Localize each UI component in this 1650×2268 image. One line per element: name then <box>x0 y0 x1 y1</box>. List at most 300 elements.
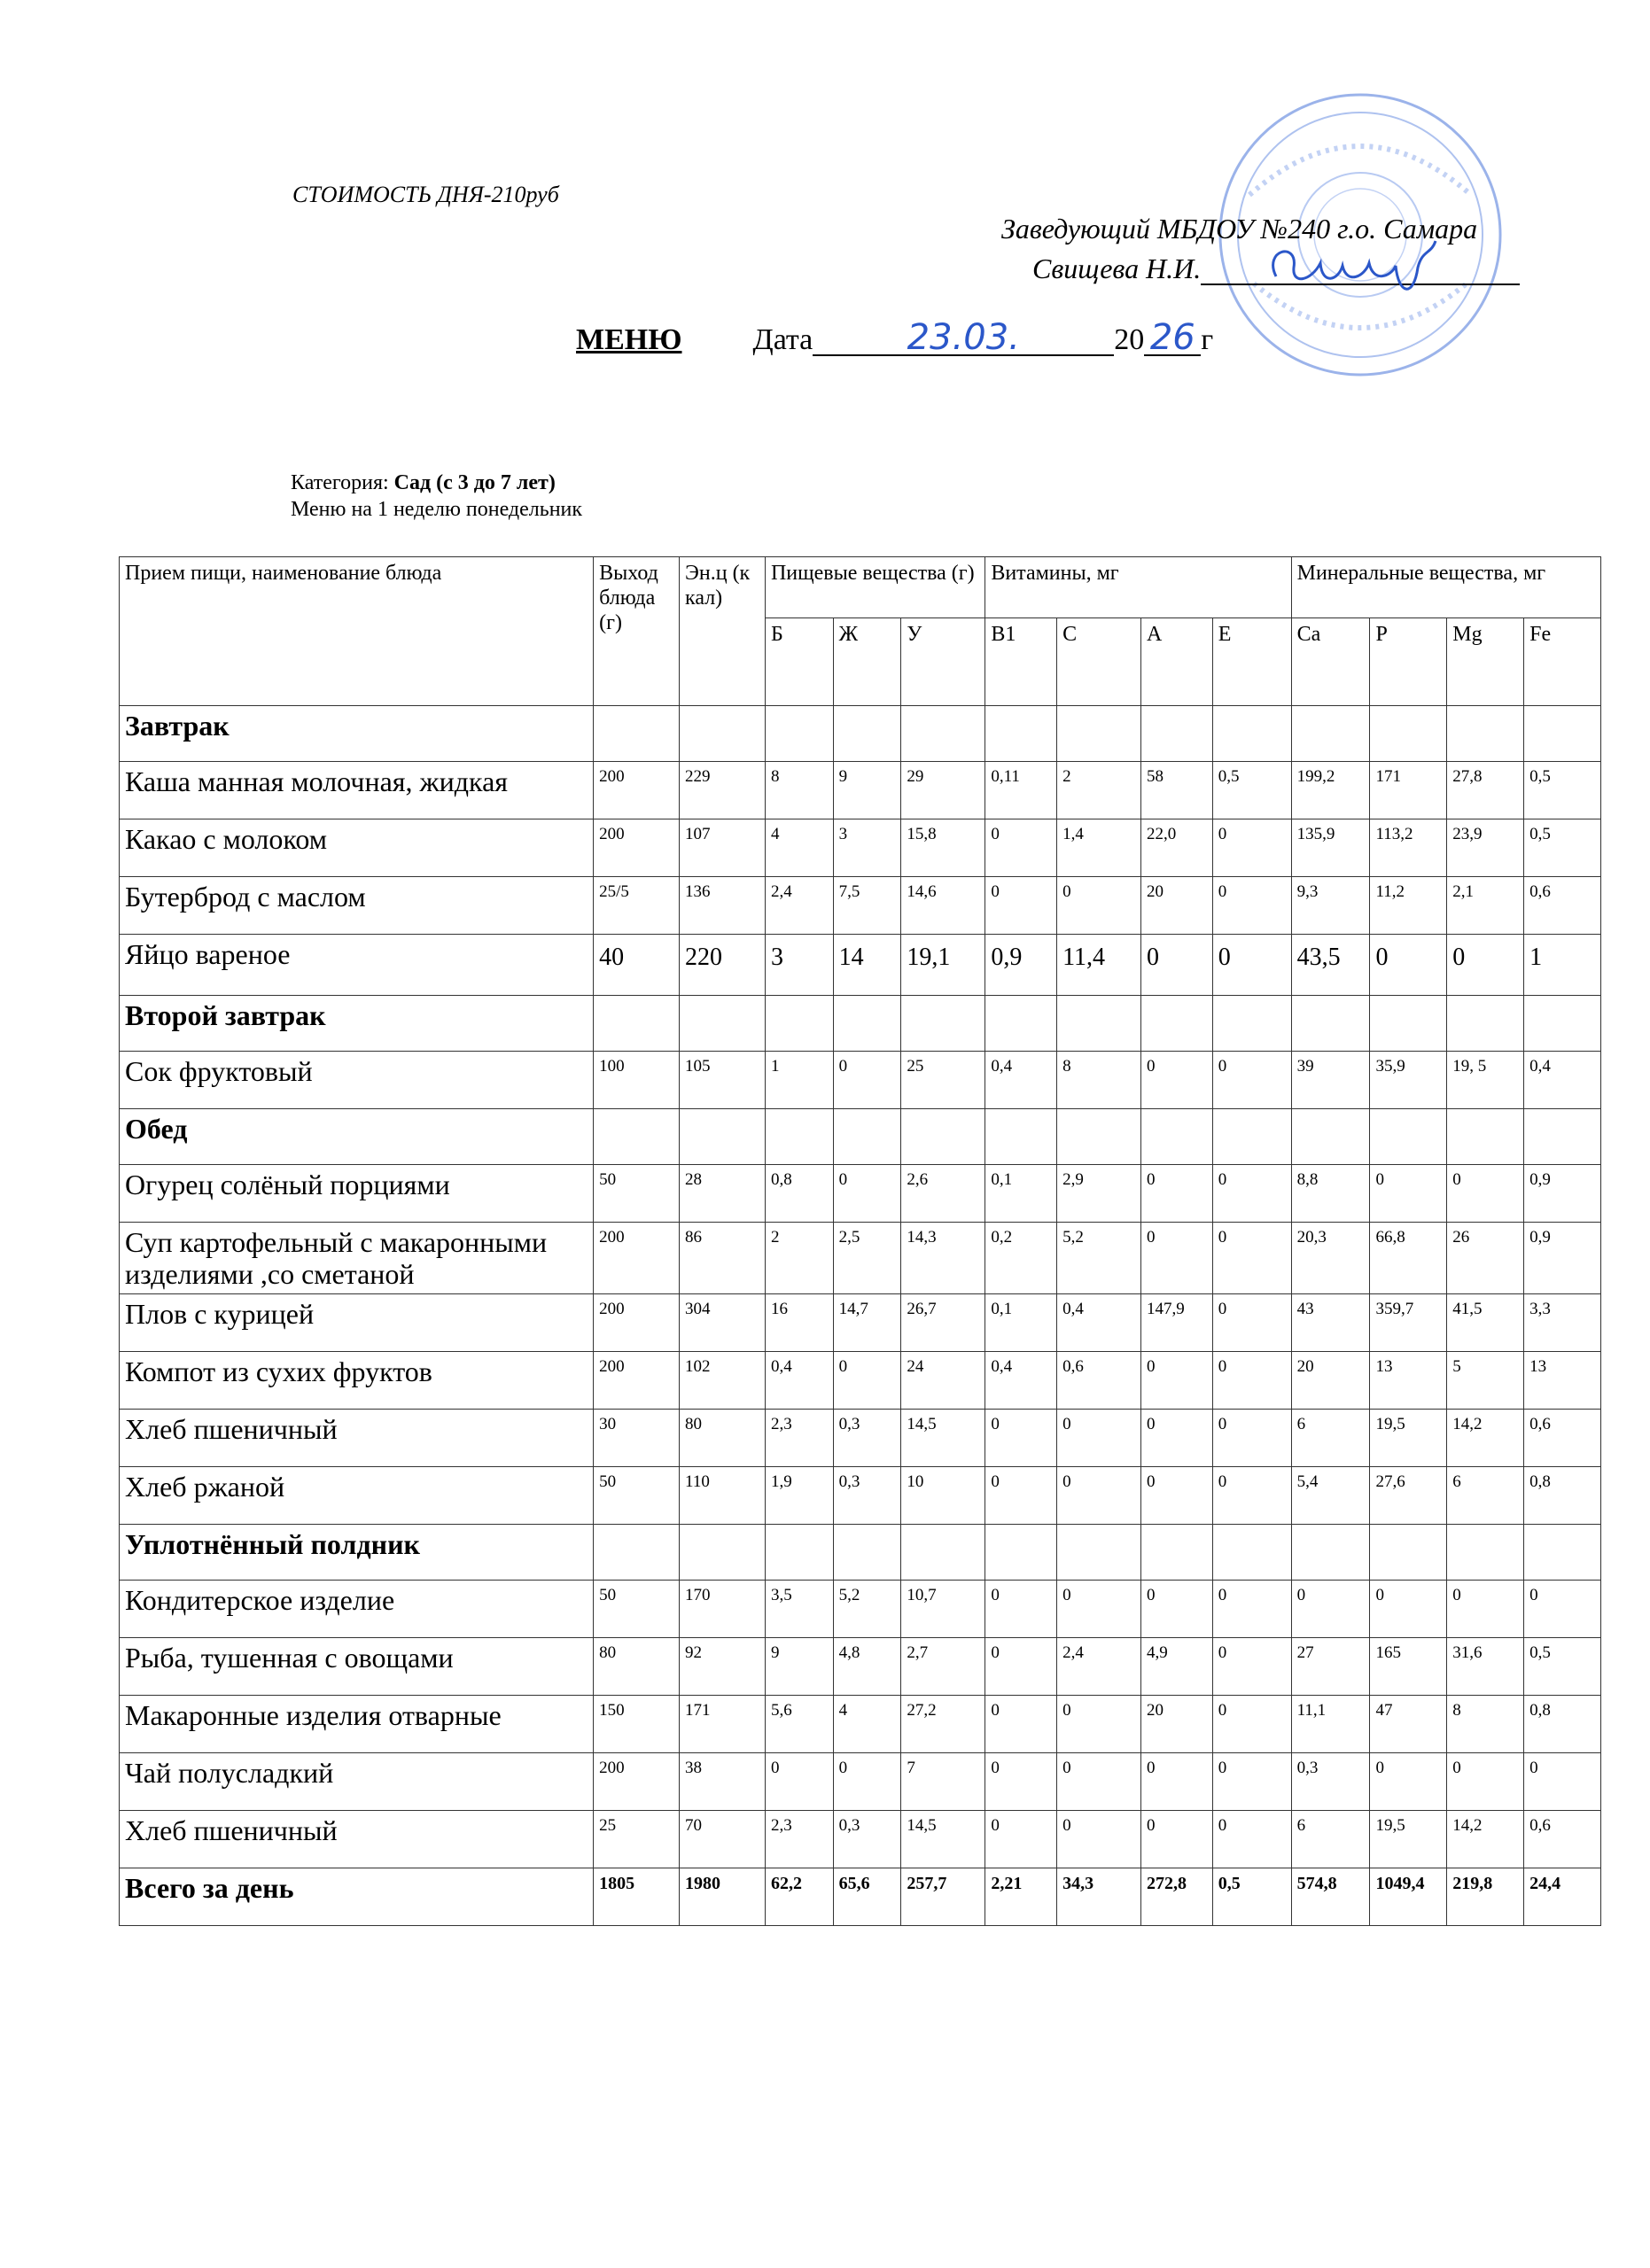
empty-cell <box>1140 706 1212 762</box>
value-cell: 359,7 <box>1370 1294 1447 1352</box>
header-sub-cell: Ж <box>833 618 901 706</box>
total-value-cell: 574,8 <box>1291 1868 1370 1926</box>
value-cell: 40 <box>594 935 680 996</box>
value-cell: 20 <box>1140 1696 1212 1753</box>
total-value-cell: 2,21 <box>985 1868 1057 1926</box>
value-cell: 0 <box>985 877 1057 935</box>
empty-cell <box>1140 1525 1212 1581</box>
empty-cell <box>1524 706 1601 762</box>
value-cell: 0 <box>1291 1581 1370 1638</box>
value-cell: 7,5 <box>833 877 901 935</box>
value-cell: 15,8 <box>901 819 985 877</box>
empty-cell <box>680 1525 766 1581</box>
value-cell: 25 <box>594 1811 680 1868</box>
value-cell: 0,3 <box>833 1467 901 1525</box>
value-cell: 19,5 <box>1370 1410 1447 1467</box>
value-cell: 11,1 <box>1291 1696 1370 1753</box>
table-row <box>120 1696 1601 1753</box>
value-cell: 0 <box>1212 1223 1291 1294</box>
value-cell: 8 <box>1057 1052 1141 1109</box>
value-cell: 5,2 <box>1057 1223 1141 1294</box>
dish-name: Хлеб пшеничный <box>120 1811 594 1868</box>
director-name: Свищева Н.И. <box>1032 252 1202 284</box>
value-cell: 304 <box>680 1294 766 1352</box>
value-cell: 31,6 <box>1447 1638 1524 1696</box>
value-cell: 0,9 <box>1524 1223 1601 1294</box>
value-cell: 0 <box>1212 877 1291 935</box>
value-cell: 0 <box>985 1638 1057 1696</box>
value-cell: 14,6 <box>901 877 985 935</box>
value-cell: 0 <box>1212 1696 1291 1753</box>
value-cell: 135,9 <box>1291 819 1370 877</box>
value-cell: 14,5 <box>901 1410 985 1467</box>
value-cell: 0 <box>1140 1581 1212 1638</box>
value-cell: 0 <box>1524 1581 1601 1638</box>
value-cell: 50 <box>594 1467 680 1525</box>
total-value-cell: 1805 <box>594 1868 680 1926</box>
value-cell: 0 <box>1370 1581 1447 1638</box>
table-row <box>120 1410 1601 1467</box>
table-row <box>120 1223 1601 1294</box>
value-cell: 22,0 <box>1140 819 1212 877</box>
value-cell: 0,8 <box>1524 1467 1601 1525</box>
table-row <box>120 1581 1601 1638</box>
value-cell: 0 <box>833 1165 901 1223</box>
value-cell: 19,5 <box>1370 1811 1447 1868</box>
value-cell: 26,7 <box>901 1294 985 1352</box>
header-sub-cell: А <box>1140 618 1212 706</box>
value-cell: 0 <box>1057 1811 1141 1868</box>
value-cell: 13 <box>1370 1352 1447 1410</box>
value-cell: 27,2 <box>901 1696 985 1753</box>
value-cell: 0 <box>1212 1052 1291 1109</box>
value-cell: 19, 5 <box>1447 1052 1524 1109</box>
value-cell: 0 <box>1140 1410 1212 1467</box>
section-title: Уплотнённый полдник <box>120 1525 594 1581</box>
empty-cell <box>1212 1109 1291 1165</box>
value-cell: 29 <box>901 762 985 819</box>
total-value-cell: 24,4 <box>1524 1868 1601 1926</box>
empty-cell <box>1524 1109 1601 1165</box>
value-cell: 25/5 <box>594 877 680 935</box>
empty-cell <box>765 706 833 762</box>
section-title: Обед <box>120 1109 594 1165</box>
table-row <box>120 1352 1601 1410</box>
value-cell: 0 <box>1140 1811 1212 1868</box>
table-row <box>120 1811 1601 1868</box>
value-cell: 0,3 <box>1291 1753 1370 1811</box>
value-cell: 2,1 <box>1447 877 1524 935</box>
table-row <box>120 762 1601 819</box>
value-cell: 220 <box>680 935 766 996</box>
value-cell: 0,3 <box>833 1811 901 1868</box>
section-row <box>120 1109 1601 1165</box>
value-cell: 20,3 <box>1291 1223 1370 1294</box>
value-cell: 0 <box>985 1696 1057 1753</box>
value-cell: 0 <box>1370 935 1447 996</box>
value-cell: 28 <box>680 1165 766 1223</box>
empty-cell <box>1447 996 1524 1052</box>
value-cell: 0,11 <box>985 762 1057 819</box>
value-cell: 1,9 <box>765 1467 833 1525</box>
value-cell: 0,1 <box>985 1294 1057 1352</box>
value-cell: 0,5 <box>1524 762 1601 819</box>
value-cell: 0 <box>1140 1165 1212 1223</box>
value-cell: 6 <box>1291 1811 1370 1868</box>
empty-cell <box>1291 706 1370 762</box>
value-cell: 7 <box>901 1753 985 1811</box>
value-cell: 4 <box>833 1696 901 1753</box>
header-sub-cell: Mg <box>1447 618 1524 706</box>
value-cell: 80 <box>594 1638 680 1696</box>
empty-cell <box>1212 706 1291 762</box>
value-cell: 0,2 <box>985 1223 1057 1294</box>
value-cell: 0 <box>985 1467 1057 1525</box>
value-cell: 6 <box>1447 1467 1524 1525</box>
dish-name: Компот из сухих фруктов <box>120 1352 594 1410</box>
value-cell: 1 <box>1524 935 1601 996</box>
empty-cell <box>833 706 901 762</box>
value-cell: 0 <box>1212 1294 1291 1352</box>
value-cell: 14,2 <box>1447 1410 1524 1467</box>
empty-cell <box>1524 996 1601 1052</box>
empty-cell <box>594 1525 680 1581</box>
value-cell: 86 <box>680 1223 766 1294</box>
value-cell: 23,9 <box>1447 819 1524 877</box>
value-cell: 5 <box>1447 1352 1524 1410</box>
empty-cell <box>901 1109 985 1165</box>
empty-cell <box>765 1109 833 1165</box>
empty-cell <box>985 706 1057 762</box>
header-dish: Прием пищи, наименование блюда <box>120 557 594 706</box>
table-row <box>120 1467 1601 1525</box>
dish-name: Хлеб пшеничный <box>120 1410 594 1467</box>
empty-cell <box>1212 1525 1291 1581</box>
value-cell: 47 <box>1370 1696 1447 1753</box>
header-sub-cell: Б <box>765 618 833 706</box>
value-cell: 0 <box>1212 819 1291 877</box>
category-block <box>291 470 582 523</box>
value-cell: 30 <box>594 1410 680 1467</box>
value-cell: 0 <box>1212 935 1291 996</box>
value-cell: 0 <box>985 819 1057 877</box>
value-cell: 5,6 <box>765 1696 833 1753</box>
empty-cell <box>985 1109 1057 1165</box>
value-cell: 50 <box>594 1165 680 1223</box>
value-cell: 26 <box>1447 1223 1524 1294</box>
header-energy: Эн.ц (ккал) <box>680 557 766 706</box>
value-cell: 39 <box>1291 1052 1370 1109</box>
empty-cell <box>1212 996 1291 1052</box>
value-cell: 0 <box>1057 877 1141 935</box>
empty-cell <box>1291 996 1370 1052</box>
total-value-cell: 1049,4 <box>1370 1868 1447 1926</box>
value-cell: 2,4 <box>1057 1638 1141 1696</box>
value-cell: 11,4 <box>1057 935 1141 996</box>
value-cell: 8 <box>765 762 833 819</box>
value-cell: 0 <box>985 1581 1057 1638</box>
value-cell: 6 <box>1291 1410 1370 1467</box>
empty-cell <box>985 1525 1057 1581</box>
value-cell: 0,9 <box>985 935 1057 996</box>
header-sub-cell: У <box>901 618 985 706</box>
value-cell: 0,5 <box>1524 1638 1601 1696</box>
value-cell: 147,9 <box>1140 1294 1212 1352</box>
table-row <box>120 1165 1601 1223</box>
value-cell: 16 <box>765 1294 833 1352</box>
value-cell: 136 <box>680 877 766 935</box>
value-cell: 4,9 <box>1140 1638 1212 1696</box>
empty-cell <box>901 706 985 762</box>
empty-cell <box>1140 996 1212 1052</box>
value-cell: 43,5 <box>1291 935 1370 996</box>
value-cell: 9 <box>765 1638 833 1696</box>
value-cell: 0 <box>1212 1352 1291 1410</box>
value-cell: 27,6 <box>1370 1467 1447 1525</box>
dish-name: Макаронные изделия отварные <box>120 1696 594 1753</box>
value-cell: 0,4 <box>985 1052 1057 1109</box>
empty-cell <box>1370 1525 1447 1581</box>
value-cell: 2,7 <box>901 1638 985 1696</box>
value-cell: 5,2 <box>833 1581 901 1638</box>
table-row <box>120 1753 1601 1811</box>
total-value-cell: 34,3 <box>1057 1868 1141 1926</box>
value-cell: 20 <box>1140 877 1212 935</box>
date-label: Дата <box>752 323 813 356</box>
value-cell: 0,8 <box>1524 1696 1601 1753</box>
empty-cell <box>765 996 833 1052</box>
year-suffix: г <box>1201 323 1214 356</box>
dish-name: Сок фруктовый <box>120 1052 594 1109</box>
value-cell: 199,2 <box>1291 762 1370 819</box>
header-sub-cell: Fe <box>1524 618 1601 706</box>
value-cell: 0 <box>1140 1753 1212 1811</box>
value-cell: 200 <box>594 1352 680 1410</box>
value-cell: 13 <box>1524 1352 1601 1410</box>
value-cell: 0,9 <box>1524 1165 1601 1223</box>
value-cell: 0 <box>1212 1811 1291 1868</box>
value-cell: 80 <box>680 1410 766 1467</box>
value-cell: 41,5 <box>1447 1294 1524 1352</box>
empty-cell <box>985 996 1057 1052</box>
value-cell: 43 <box>1291 1294 1370 1352</box>
director-title: Заведующий МБДОУ №240 г.о. Самара <box>1001 213 1478 245</box>
empty-cell <box>1370 1109 1447 1165</box>
empty-cell <box>594 996 680 1052</box>
dish-name: Хлеб ржаной <box>120 1467 594 1525</box>
value-cell: 66,8 <box>1370 1223 1447 1294</box>
value-cell: 110 <box>680 1467 766 1525</box>
dish-name: Яйцо вареное <box>120 935 594 996</box>
section-row <box>120 1525 1601 1581</box>
empty-cell <box>1447 1525 1524 1581</box>
date-value: 23.03. <box>813 321 1114 356</box>
value-cell: 27,8 <box>1447 762 1524 819</box>
signature-icon <box>1258 232 1453 303</box>
value-cell: 14,3 <box>901 1223 985 1294</box>
empty-cell <box>765 1525 833 1581</box>
dish-name: Огурец солёный порциями <box>120 1165 594 1223</box>
empty-cell <box>1057 996 1141 1052</box>
value-cell: 4 <box>765 819 833 877</box>
value-cell: 92 <box>680 1638 766 1696</box>
value-cell: 0 <box>1447 1165 1524 1223</box>
value-cell: 200 <box>594 762 680 819</box>
category-line <box>291 470 582 496</box>
total-value-cell: 65,6 <box>833 1868 901 1926</box>
value-cell: 200 <box>594 1294 680 1352</box>
dish-name: Суп картофельный с макаронными изделиями ,со сметаной <box>120 1223 594 1294</box>
value-cell: 229 <box>680 762 766 819</box>
value-cell: 170 <box>680 1581 766 1638</box>
empty-cell <box>1524 1525 1601 1581</box>
value-cell: 0,4 <box>985 1352 1057 1410</box>
value-cell: 113,2 <box>1370 819 1447 877</box>
value-cell: 0 <box>1140 1352 1212 1410</box>
value-cell: 3,3 <box>1524 1294 1601 1352</box>
category-value: Сад (с 3 до 7 лет) <box>393 471 556 494</box>
header-vitamins: Витамины, мг <box>985 557 1291 618</box>
value-cell: 0 <box>1212 1753 1291 1811</box>
empty-cell <box>680 1109 766 1165</box>
section-row <box>120 706 1601 762</box>
value-cell: 0 <box>1057 1467 1141 1525</box>
value-cell: 0,6 <box>1524 1410 1601 1467</box>
empty-cell <box>594 1109 680 1165</box>
value-cell: 150 <box>594 1696 680 1753</box>
empty-cell <box>680 706 766 762</box>
empty-cell <box>1447 1109 1524 1165</box>
value-cell: 0 <box>985 1811 1057 1868</box>
value-cell: 3 <box>833 819 901 877</box>
header-yield: Выход блюда (г) <box>594 557 680 706</box>
value-cell: 0,4 <box>1524 1052 1601 1109</box>
total-value-cell: 1980 <box>680 1868 766 1926</box>
value-cell: 4,8 <box>833 1638 901 1696</box>
value-cell: 0 <box>833 1052 901 1109</box>
menu-table <box>119 556 1601 1926</box>
value-cell: 0 <box>1057 1753 1141 1811</box>
value-cell: 14,2 <box>1447 1811 1524 1868</box>
value-cell: 0 <box>1140 1223 1212 1294</box>
value-cell: 0,6 <box>1057 1352 1141 1410</box>
value-cell: 27 <box>1291 1638 1370 1696</box>
section-row <box>120 996 1601 1052</box>
total-value-cell: 0,5 <box>1212 1868 1291 1926</box>
menu-heading <box>576 317 1214 358</box>
value-cell: 0 <box>1370 1165 1447 1223</box>
value-cell: 0 <box>1212 1581 1291 1638</box>
header-sub-cell: Е <box>1212 618 1291 706</box>
header-sub-cell: Са <box>1291 618 1370 706</box>
header-nutrients: Пищевые вещества (г) <box>765 557 985 618</box>
empty-cell <box>833 996 901 1052</box>
value-cell: 19,1 <box>901 935 985 996</box>
value-cell: 38 <box>680 1753 766 1811</box>
total-value-cell: 219,8 <box>1447 1868 1524 1926</box>
value-cell: 165 <box>1370 1638 1447 1696</box>
empty-cell <box>901 1525 985 1581</box>
value-cell: 0 <box>765 1753 833 1811</box>
empty-cell <box>1291 1525 1370 1581</box>
table-row <box>120 877 1601 935</box>
value-cell: 200 <box>594 1753 680 1811</box>
value-cell: 0 <box>1140 935 1212 996</box>
value-cell: 14 <box>833 935 901 996</box>
value-cell: 2,6 <box>901 1165 985 1223</box>
category-label: Категория: <box>291 471 394 494</box>
year-value: 26 <box>1144 321 1201 356</box>
menu-title: МЕНЮ <box>576 323 682 356</box>
total-value-cell: 257,7 <box>901 1868 985 1926</box>
value-cell: 0 <box>985 1410 1057 1467</box>
empty-cell <box>1291 1109 1370 1165</box>
dish-name: Какао с молоком <box>120 819 594 877</box>
value-cell: 10,7 <box>901 1581 985 1638</box>
dish-name: Чай полусладкий <box>120 1753 594 1811</box>
value-cell: 0 <box>1447 935 1524 996</box>
value-cell: 0,4 <box>765 1352 833 1410</box>
table-row <box>120 1638 1601 1696</box>
value-cell: 20 <box>1291 1352 1370 1410</box>
value-cell: 171 <box>1370 762 1447 819</box>
header-minerals: Минеральные вещества, мг <box>1291 557 1600 618</box>
value-cell: 2,4 <box>765 877 833 935</box>
value-cell: 70 <box>680 1811 766 1868</box>
empty-cell <box>594 706 680 762</box>
value-cell: 0 <box>833 1753 901 1811</box>
value-cell: 2,9 <box>1057 1165 1141 1223</box>
value-cell: 0 <box>1057 1581 1141 1638</box>
value-cell: 1,4 <box>1057 819 1141 877</box>
empty-cell <box>1057 706 1141 762</box>
value-cell: 0 <box>1140 1052 1212 1109</box>
empty-cell <box>1447 706 1524 762</box>
value-cell: 2,5 <box>833 1223 901 1294</box>
value-cell: 58 <box>1140 762 1212 819</box>
dish-name: Рыба, тушенная с овощами <box>120 1638 594 1696</box>
value-cell: 3 <box>765 935 833 996</box>
section-title: Завтрак <box>120 706 594 762</box>
value-cell: 11,2 <box>1370 877 1447 935</box>
value-cell: 0 <box>1370 1753 1447 1811</box>
value-cell: 102 <box>680 1352 766 1410</box>
value-cell: 0 <box>1057 1696 1141 1753</box>
value-cell: 9 <box>833 762 901 819</box>
value-cell: 0 <box>985 1753 1057 1811</box>
value-cell: 200 <box>594 1223 680 1294</box>
day-cost: СТОИМОСТЬ ДНЯ-210руб <box>292 182 559 207</box>
value-cell: 8,8 <box>1291 1165 1370 1223</box>
value-cell: 0 <box>1212 1467 1291 1525</box>
value-cell: 0 <box>1212 1638 1291 1696</box>
value-cell: 14,5 <box>901 1811 985 1868</box>
total-value-cell: 272,8 <box>1140 1868 1212 1926</box>
empty-cell <box>680 996 766 1052</box>
value-cell: 200 <box>594 819 680 877</box>
dish-name: Каша манная молочная, жидкая <box>120 762 594 819</box>
year-prefix: 20 <box>1114 323 1145 356</box>
value-cell: 5,4 <box>1291 1467 1370 1525</box>
value-cell: 0,5 <box>1212 762 1291 819</box>
section-title: Второй завтрак <box>120 996 594 1052</box>
week-line: Меню на 1 неделю понедельник <box>291 498 583 521</box>
empty-cell <box>901 996 985 1052</box>
value-cell: 0,5 <box>1524 819 1601 877</box>
value-cell: 0 <box>1212 1410 1291 1467</box>
dish-name: Плов с курицей <box>120 1294 594 1352</box>
value-cell: 50 <box>594 1581 680 1638</box>
